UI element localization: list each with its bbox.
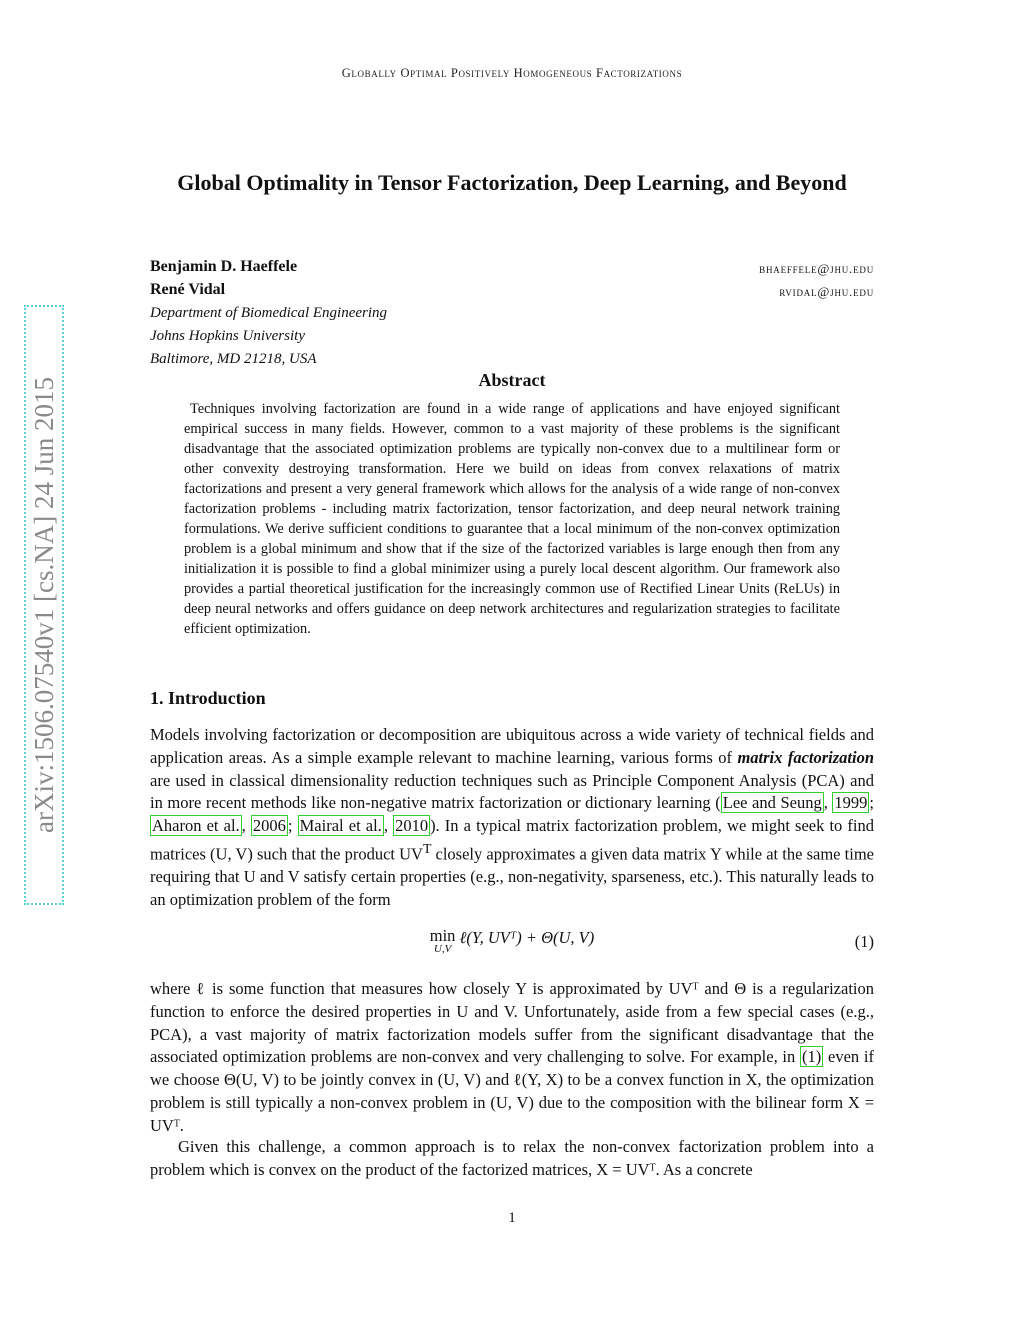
paper-title: Global Optimality in Tensor Factorization, Deep Learning, and Beyond: [177, 170, 847, 195]
min-label: min: [429, 926, 456, 945]
citation-link[interactable]: Aharon et al.: [152, 816, 240, 836]
equation-min-operator: [430, 928, 456, 955]
page-number: 1: [508, 1210, 516, 1226]
min-subscript: U,V: [433, 943, 452, 955]
citation-year-link[interactable]: 2010: [395, 816, 429, 836]
author-name-2: René Vidal: [150, 281, 226, 298]
affiliation-address: Baltimore, MD 21218, USA: [150, 351, 317, 367]
p2-text: where ℓ is some function that measures how closely Y is approximated by UVᵀ and Θ is a regularization function to enforce the desired properties in U and V. Unfortunately, aside from a few special cases (e.g., PCA), a vast majority of matrix factorization models suffer from the significant disadvantage that the associated optimization problems are non-convex and very challenging to solve. For example, in: [150, 979, 874, 1067]
p2-text-2: even if we choose Θ(U, V) to be jointly convex in (U, V) and ℓ(Y, X) to be a convex function in X, the optimization problem is still typically a non-convex problem in (U, V) due to the composition with the bilinear form X = UVᵀ.: [150, 1047, 874, 1135]
author-name-1: Benjamin D. Haeffele: [150, 258, 298, 275]
author-email-1[interactable]: bhaeffele@jhu.edu: [759, 261, 874, 276]
superscript-t: T: [422, 840, 432, 856]
section-heading: 1. Introduction: [150, 688, 266, 708]
intro-paragraph-3: Given this challenge, a common approach is to relax the non-convex factorization problem into a problem which is convex on the product of the factorized matrices, X = UVᵀ. As a concrete: [150, 1137, 874, 1179]
p1-text-d: closely approximates a given data matrix Y while at the same time requiring that U and V satisfy certain properties (e.g., non-negativity, sparseness, etc.). This naturally leads to an optimization problem of the form: [150, 844, 874, 910]
affiliation-university: Johns Hopkins University: [150, 328, 305, 344]
abstract-heading: Abstract: [478, 370, 546, 390]
citation-year-link[interactable]: 2006: [252, 816, 286, 836]
citation-link[interactable]: Mairal et al.: [299, 816, 382, 836]
abstract-body: Techniques involving factorization are found in a wide range of applications and have enjoyed significant empirical success in many fields. However, common to a vast majority of these problems is the significant disadvantage that the associated optimization problems are typically non-convex due to a multilinear form or other convexity destroying transformation. Here we build on ideas from convex relaxations of matrix factorizations and present a very general framework which allows for the analysis of a wide range of non-convex factorization problems - including matrix factorization, tensor factorization, and deep neural network training formulations. We derive sufficient conditions to guarantee that a local minimum of the non-convex optimization problem is a global minimum and show that if the size of the factorized variables is large enough then from any initialization it is possible to find a global minimizer using a purely local descent algorithm. Our framework also provides a partial theoretical justification for the increasingly common use of Rectified Linear Units (ReLUs) in deep neural networks and offers guidance on deep network architectures and regularization strategies to facilitate efficient optimization.: [184, 401, 840, 637]
running-head: Globally Optimal Positively Homogeneous Factorizations: [341, 66, 683, 80]
p1-text-b: are used in classical dimensionality reduction techniques such as Principle Component Analysis (PCA) and in more recent methods like non-negative matrix factorization or dictionary learning (: [150, 770, 874, 813]
emphasis-term: matrix factorization: [737, 747, 875, 767]
equation-ref-link[interactable]: (1): [802, 1047, 822, 1067]
intro-paragraph-2: [150, 978, 874, 1138]
equation-number: (1): [854, 932, 874, 951]
equation-1: [150, 928, 874, 968]
intro-paragraph-1: Models involving factorization or decomposition are ubiquitous across a wide variety of technical fields and application areas. As a simple example relevant to machine learning, various forms of matrix factorization are used in classical dimensionality reduction techniques such as Principle Component Analysis (PCA) and in more recent methods like non-negative matrix factorization or dictionary learning ( Lee and Seung , 1999 ; Aharon et al. , 2006 ; Mairal et al. , 2010 ). In a typical matrix factorization problem, we might seek to find matrices (U, V) such that the product $UV^T$ closely approximates a given data matrix Y while at the same time requiring that U and V satisfy certain properties (e.g., non-negativity, sparseness, etc.). This naturally leads to an optimization problem of the form: [150, 725, 875, 910]
affiliation-department: Department of Biomedical Engineering: [150, 305, 388, 321]
citation-year-link[interactable]: 1999: [834, 793, 868, 813]
p1-text-a: Models involving factorization or decomposition are ubiquitous across a wide variety of technical fields and application areas. As a simple example relevant to machine learning, various forms of: [150, 725, 874, 767]
arxiv-stamp[interactable]: arXiv:1506.07540v1 [cs.NA] 24 Jun 2015: [24, 305, 64, 905]
equation-expression: ℓ(Y, UVᵀ) + Θ(U, V): [459, 928, 595, 947]
author-email-2[interactable]: rvidal@jhu.edu: [779, 284, 874, 299]
citation-link[interactable]: Lee and Seung: [722, 793, 822, 813]
p1-text-c: ). In a typical matrix factorization problem, we might seek to find matrices (U, V) such that the product UV: [150, 816, 875, 864]
equation-body: [412, 928, 612, 955]
